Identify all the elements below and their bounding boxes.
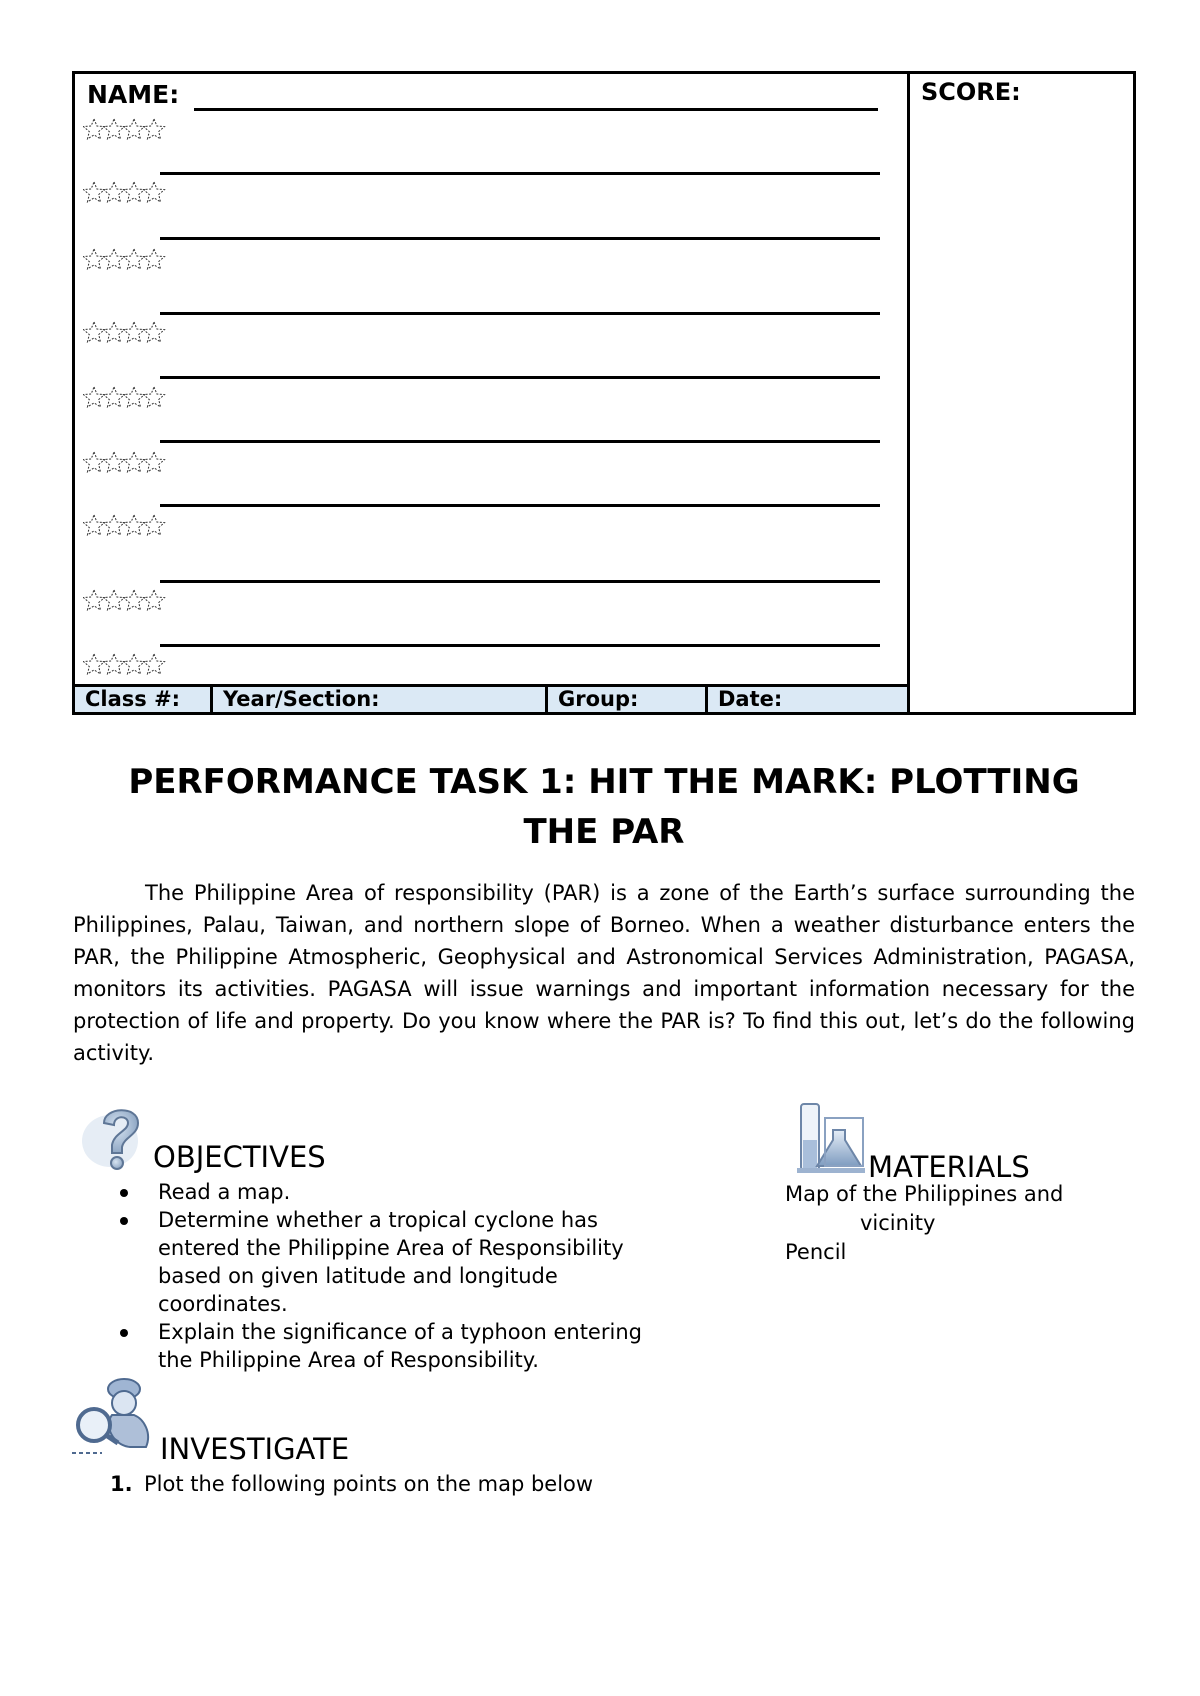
stars-decoration <box>83 512 167 538</box>
objectives-list <box>110 1178 670 1374</box>
page-title <box>72 757 1136 857</box>
score-label: SCORE: <box>921 78 1021 106</box>
title-line-2: THE PAR <box>523 812 685 852</box>
group-field[interactable] <box>548 687 708 712</box>
list-item: Read a map. <box>110 1178 670 1206</box>
material-item: Map of the Philippines and <box>785 1182 1064 1206</box>
stars-decoration <box>83 651 167 677</box>
year-section-field[interactable] <box>213 687 548 712</box>
name-line[interactable] <box>160 172 880 175</box>
stars-decoration <box>83 246 167 272</box>
name-line[interactable] <box>160 440 880 443</box>
stars-decoration <box>83 587 167 613</box>
detective-magnifier-icon <box>72 1373 160 1455</box>
stars-decoration <box>83 116 167 142</box>
name-line[interactable] <box>160 312 880 315</box>
class-number-field[interactable] <box>75 687 213 712</box>
name-line[interactable] <box>160 237 880 240</box>
date-field[interactable] <box>708 687 907 712</box>
stars-decoration <box>83 384 167 410</box>
group-label: Group: <box>558 687 639 711</box>
lab-beaker-icon <box>795 1100 867 1176</box>
name-line[interactable] <box>194 108 878 111</box>
investigate-heading: INVESTIGATE <box>160 1432 350 1466</box>
step-number: 1. <box>110 1472 133 1496</box>
title-line-1: PERFORMANCE TASK 1: HIT THE MARK: PLOTTING <box>128 762 1080 802</box>
investigate-step <box>110 1470 593 1498</box>
stars-decoration <box>83 179 167 205</box>
materials-heading: MATERIALS <box>868 1150 1030 1184</box>
name-line[interactable] <box>160 376 880 379</box>
stars-decoration <box>83 319 167 345</box>
list-item: Explain the significance of a typhoon entering the Philippine Area of Responsibility. <box>110 1318 670 1374</box>
year-section-label: Year/Section: <box>223 687 380 711</box>
material-item-continued: vicinity <box>860 1211 936 1235</box>
list-item: Determine whether a tropical cyclone has entered the Philippine Area of Responsibility based on given latitude and longitude coordinates. <box>110 1206 670 1318</box>
stars-decoration <box>83 449 167 475</box>
score-divider <box>907 74 910 712</box>
name-line[interactable] <box>160 580 880 583</box>
material-item: Pencil <box>785 1240 847 1264</box>
intro-text: The Philippine Area of responsibility (PAR) is a zone of the Earth’s surface surrounding the Philippines, Palau, Taiwan, and northern slope of Borneo. When a weather disturbance enters the PAR, the Philippine Atmospheric, Geophysical and Astronomical Services Administration, PAGASA, monitors its activities. PAGASA will issue warnings and important information necessary for the protection of life and property. Do you know where the PAR is? To find this out, let’s do the following activity. <box>73 881 1135 1065</box>
class-number-label: Class #: <box>85 687 181 711</box>
name-line[interactable] <box>160 504 880 507</box>
date-label: Date: <box>718 687 783 711</box>
name-label: NAME: <box>87 80 180 109</box>
intro-paragraph <box>73 877 1135 1069</box>
objectives-heading: OBJECTIVES <box>153 1140 326 1174</box>
question-mark-icon <box>80 1097 152 1171</box>
name-line[interactable] <box>160 644 880 647</box>
step-text: Plot the following points on the map below <box>144 1472 594 1496</box>
student-info-box <box>72 71 1136 715</box>
class-info-row <box>75 684 907 712</box>
